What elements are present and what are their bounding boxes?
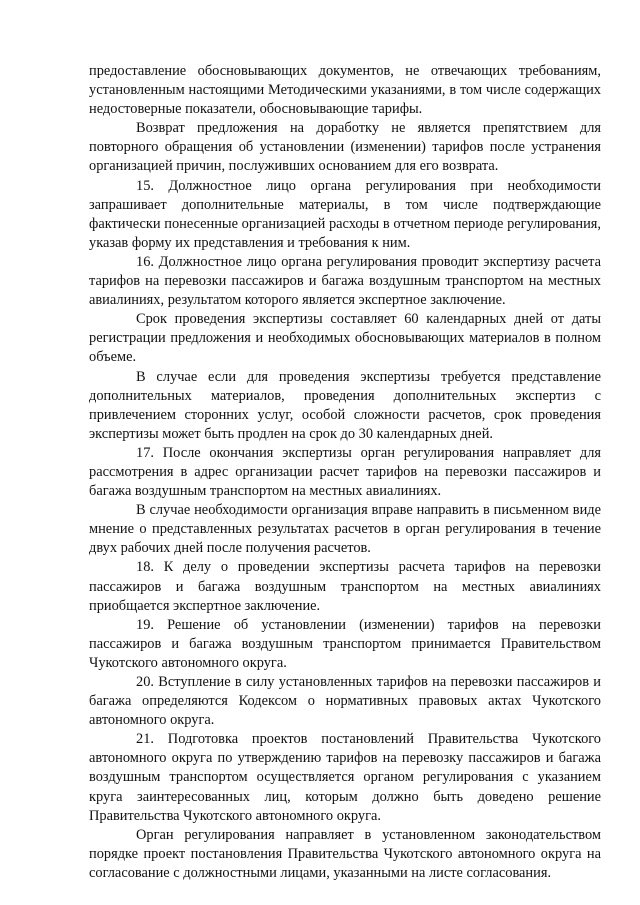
paragraph-expertise-term: Срок проведения экспертизы составляет 60 календарных дней от даты регистрации предложения и необходимых обосновывающих материалов в полном объеме. [89, 311, 601, 366]
paragraph-organization-opinion: В случае необходимости организация вправе направить в письменном виде мнение о представленных результатах расчетов в орган регулирования в течение двух рабочих дней после получения расчетов. [89, 502, 601, 557]
paragraph-approval-procedure: Орган регулирования направляет в установленном законодательством порядке проект постановления Правительства Чукотского автономного округа на согласование с должностными лицами, указанными на листе согласования. [89, 826, 601, 881]
paragraph-item-19: 19. Решение об установлении (изменении) тарифов на перевозки пассажиров и багажа воздушным транспортом принимается Правительством Чукотского автономного округа. [89, 616, 601, 671]
paragraph-item-20: 20. Вступление в силу установленных тарифов на перевозки пассажиров и багажа определяются Кодексом о нормативных правовых актах Чукотского автономного округа. [89, 674, 601, 729]
paragraph-item-17: 17. После окончания экспертизы орган регулирования направляет для рассмотрения в адрес организации расчет тарифов на перевозки пассажиров и багажа воздушным транспортом на местных авиалиниях. [89, 444, 601, 500]
paragraph-continuation: предоставление обосновывающих документов, не отвечающих требованиям, установленным настоящими Методическими указаниями, в том числе содержащих недостоверные показатели, обосновывающие тарифы. [89, 63, 601, 118]
paragraph-item-15: 15. Должностное лицо органа регулирования при необходимости запрашивает дополнительные материалы, в том числе подтверждающие фактически понесенные организацией расходы в отчетном периоде регулирования, указав форму их представления и требования к ним. [89, 177, 601, 251]
paragraph-item-16: 16. Должностное лицо органа регулирования проводит экспертизу расчета тарифов на перевозки пассажиров и багажа воздушным транспортом на местных авиалиниях, результатом которого является экспертное заключение. [89, 253, 601, 309]
paragraph-term-extension: В случае если для проведения экспертизы требуется представление дополнительных материалов, проведения дополнительных экспертиз с привлечением сторонних услуг, особой сложности расчетов, срок проведения экспертизы может быть продлен на срок до 30 календарных дней. [89, 368, 601, 442]
paragraph-return-note: Возврат предложения на доработку не является препятствием для повторного обращения об установлении (изменении) тарифов после устранения организацией причин, послуживших основанием для его возврата. [89, 120, 601, 175]
paragraph-item-21: 21. Подготовка проектов постановлений Правительства Чукотского автономного округа по утверждению тарифов на перевозку пассажиров и багажа воздушным транспортом осуществляется органом регулирования с указанием круга заинтересованных лиц, которым должно быть доведено решение Правительства Чукотского автономного округа. [89, 731, 601, 824]
paragraph-item-18: 18. К делу о проведении экспертизы расчета тарифов на перевозки пассажиров и багажа воздушным транспортом на местных авиалиниях приобщается экспертное заключение. [89, 559, 601, 614]
document-page [89, 62, 601, 883]
